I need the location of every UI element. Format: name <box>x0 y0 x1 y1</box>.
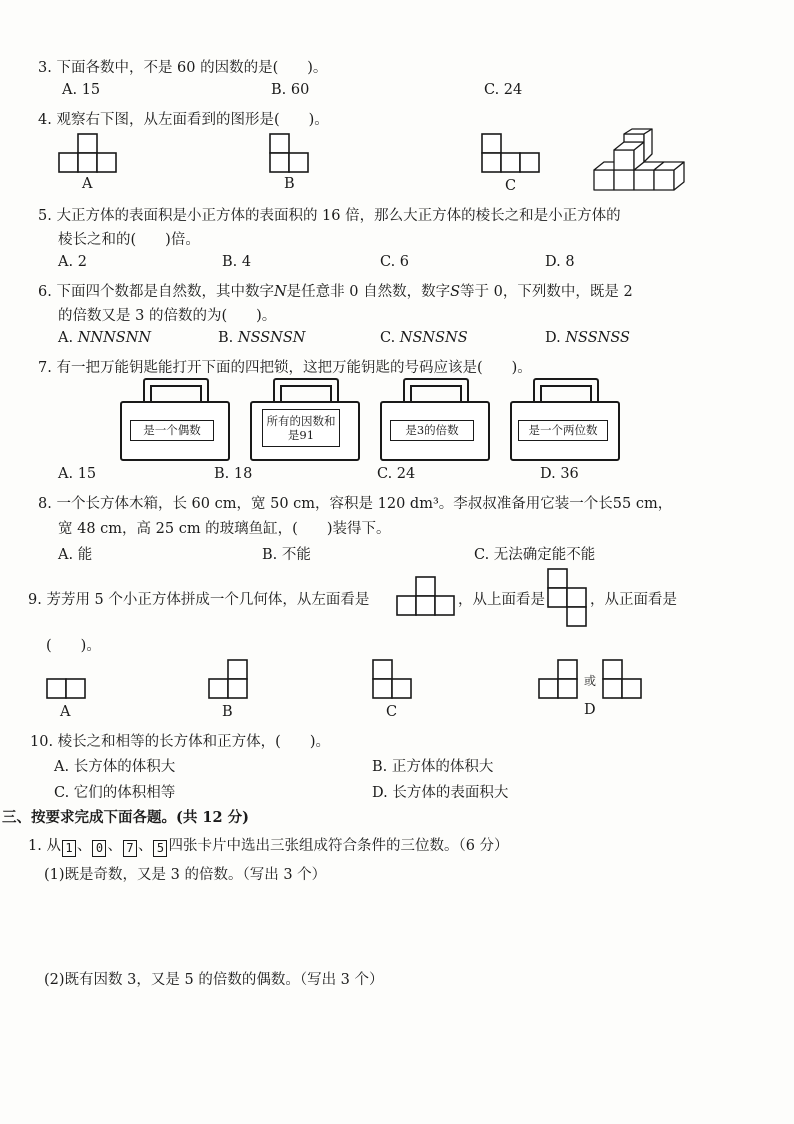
q4-cube-solid <box>590 128 690 192</box>
section3-title: 三、按要求完成下面各题。(共 12 分) <box>2 809 249 826</box>
q6-option-a: A. NNNSNN <box>58 330 152 346</box>
q9-stem-c: ，从正面看是 <box>590 592 677 608</box>
q4-figure-a <box>58 132 120 176</box>
q9-figure-d2 <box>602 659 644 701</box>
q6-text-b: 是任意非 0 自然数，数字 <box>286 284 451 300</box>
q6-text-c: 等于 0，下列数中，既是 2 <box>460 284 633 300</box>
q4-figure-b <box>268 132 312 176</box>
q3-option-c: C. 24 <box>484 82 523 98</box>
q9-figure-d1 <box>538 659 580 701</box>
q9-label-a: A <box>60 704 71 720</box>
q10-option-d: D. 长方体的表面积大 <box>372 785 509 801</box>
digit-card-0: 0 <box>92 840 106 857</box>
q6-var-s: S <box>450 284 461 300</box>
q10-option-c: C. 它们的体积相等 <box>54 785 176 801</box>
q6-stem-line1 <box>38 280 633 301</box>
q9-stem-b: ，从上面看是 <box>458 592 545 608</box>
q6-var-n: N <box>273 284 287 300</box>
q10-stem: 10. 棱长之和相等的长方体和正方体，( )。 <box>30 734 330 750</box>
q6-option-c: C. NSNSNS <box>380 330 468 346</box>
q7-stem: 7. 有一把万能钥匙能打开下面的四把锁，这把万能钥匙的号码应该是( )。 <box>38 360 532 376</box>
q5-stem-line2: 棱长之和的( )倍。 <box>58 232 200 248</box>
q7-option-b: B. 18 <box>214 466 253 482</box>
q4-figure-c <box>480 132 542 176</box>
q9-blank: ( )。 <box>46 638 101 654</box>
q4-stem: 4. 观察右下图，从左面看到的图形是( )。 <box>38 112 329 128</box>
q6-stem-line2: 的倍数又是 3 的倍数的为( )。 <box>58 308 277 324</box>
digit-card-7: 7 <box>123 840 137 857</box>
q10-option-a: A. 长方体的体积大 <box>54 759 176 775</box>
q5-option-a: A. 2 <box>58 254 87 270</box>
q3-option-a: A. 15 <box>62 82 101 98</box>
q9-figure-b <box>208 659 250 701</box>
q5-option-c: C. 6 <box>380 254 410 270</box>
q8-option-b: B. 不能 <box>262 547 311 563</box>
q9-label-c: C <box>386 704 398 720</box>
q5-stem-line1: 5. 大正方体的表面积是小正方体的表面积的 16 倍，那么大正方体的棱长之和是小正方体的 <box>38 208 621 224</box>
q10-option-b: B. 正方体的体积大 <box>372 759 494 775</box>
digit-card-1: 1 <box>62 840 76 857</box>
q3-option-b: B. 60 <box>271 82 310 98</box>
q7-option-d: D. 36 <box>540 466 579 482</box>
q8-stem-line2: 宽 48 cm，高 25 cm 的玻璃鱼缸，( )装得下。 <box>58 521 391 537</box>
q5-option-d: D. 8 <box>545 254 575 270</box>
q8-option-a: A. 能 <box>58 547 93 563</box>
q3-stem: 3. 下面各数中，不是 60 的因数的是( )。 <box>38 60 328 76</box>
section3-q1-stem: 1. 从 1 、 0 、 7 、 5 四张卡片中选出三张组成符合条件的三位数。（6 分） <box>28 838 509 855</box>
q9-figure-c <box>372 659 414 701</box>
q8-option-c: C. 无法确定能不能 <box>474 547 596 563</box>
q7-option-c: C. 24 <box>377 466 416 482</box>
digit-card-5: 5 <box>153 840 167 857</box>
section3-q1-text: 四张卡片中选出三张组成符合条件的三位数。（6 分） <box>168 838 509 854</box>
q7-lock-2-label: 所有的因数和是91 <box>262 409 340 447</box>
q4-label-a: A <box>82 176 93 192</box>
q9-figure-a <box>46 678 88 700</box>
section3-sub2: (2)既有因数 3，又是 5 的倍数的偶数。（写出 3 个） <box>44 972 384 988</box>
q9-or: 或 <box>584 674 597 688</box>
q4-label-c: C <box>505 178 517 194</box>
q9-label-b: B <box>222 704 233 720</box>
q9-label-d: D <box>584 702 596 718</box>
q7-option-a: A. 15 <box>58 466 97 482</box>
q9-left-view <box>396 576 458 618</box>
q9-top-view <box>546 568 590 630</box>
section3-sub1: (1)既是奇数，又是 3 的倍数。（写出 3 个） <box>44 867 327 883</box>
section3-q1-prefix: 1. 从 <box>28 838 61 854</box>
q7-lock-3-label: 是3的倍数 <box>390 420 474 441</box>
q6-option-b: B. NSSNSN <box>218 330 306 346</box>
q8-stem-line1: 8. 一个长方体木箱，长 60 cm，宽 50 cm，容积是 120 dm³。李叔叔准备用它装一个长55 cm， <box>38 496 673 512</box>
q4-label-b: B <box>284 176 295 192</box>
q7-lock-4-label: 是一个两位数 <box>518 420 608 441</box>
q6-text-a: 6. 下面四个数都是自然数，其中数字 <box>38 284 274 300</box>
q6-option-d: D. NSSNSS <box>545 330 630 346</box>
q7-lock-1-label: 是一个偶数 <box>130 420 214 441</box>
q5-option-b: B. 4 <box>222 254 252 270</box>
q9-stem-a: 9. 芳芳用 5 个小正方体拼成一个几何体，从左面看是 <box>28 592 370 608</box>
